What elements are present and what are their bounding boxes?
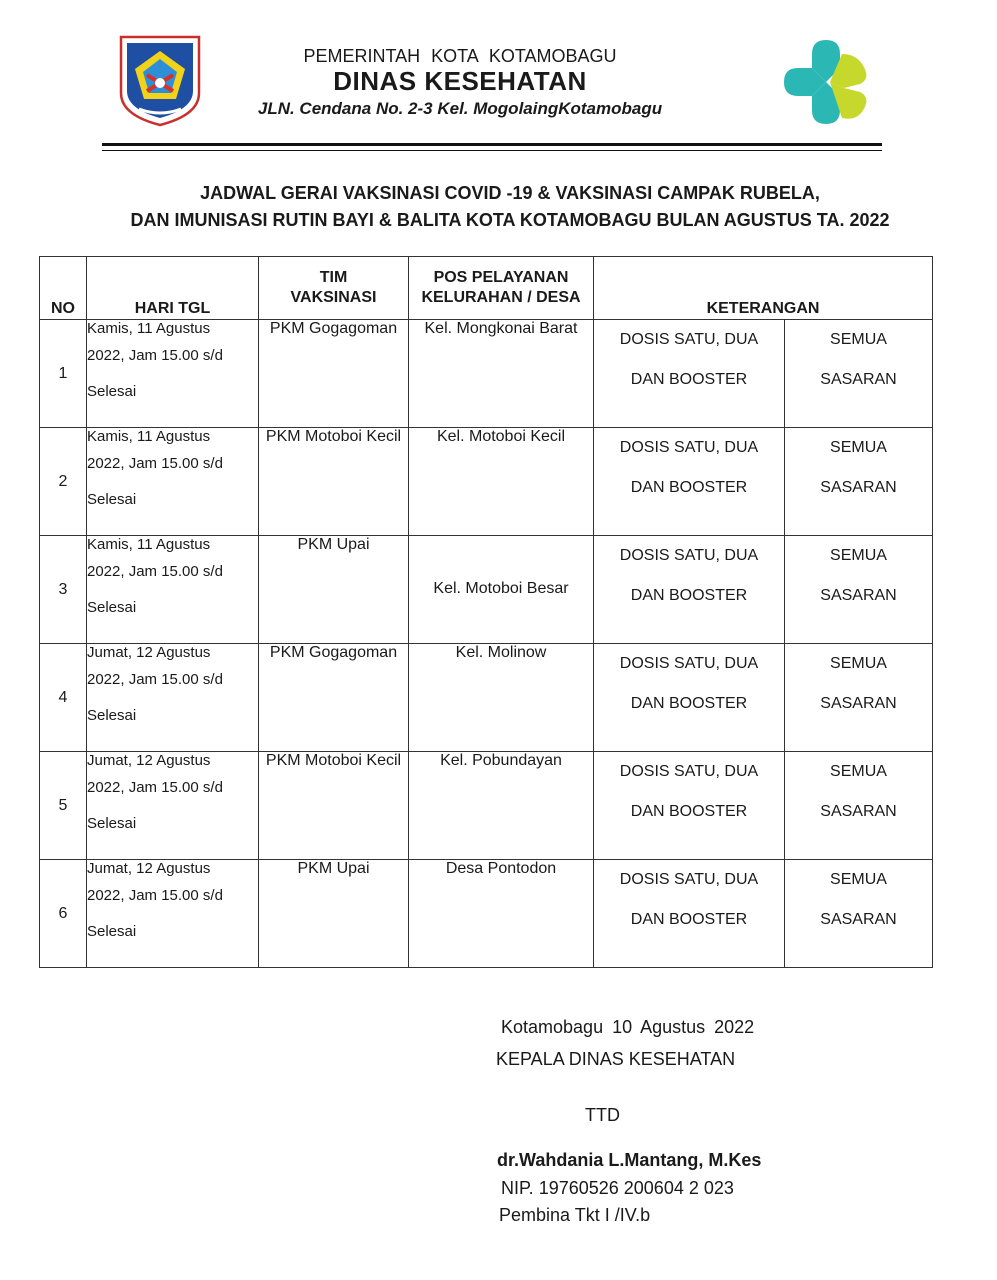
row-no: 5 xyxy=(40,752,87,860)
signatory-name: dr.Wahdania L.Mantang, M.Kes xyxy=(497,1150,762,1170)
header-keterangan: KETERANGAN xyxy=(594,257,933,320)
row-pos: Kel. Pobundayan xyxy=(409,752,594,860)
schedule-table xyxy=(39,256,933,968)
signature-ttd: TTD xyxy=(585,1105,620,1125)
row-hari-tgl: Kamis, 11 Agustus 2022, Jam 15.00 s/d Selesai xyxy=(87,428,259,536)
row-pos: Kel. Motoboi Kecil xyxy=(409,428,594,536)
header-rule-thick xyxy=(102,143,882,146)
row-no: 2 xyxy=(40,428,87,536)
row-sasaran: SEMUA SASARAN xyxy=(785,428,933,536)
row-tim: PKM Gogagoman xyxy=(259,644,409,752)
row-tim: PKM Motoboi Kecil xyxy=(259,428,409,536)
header-pos-pelayanan: POS PELAYANAN KELURAHAN / DESA xyxy=(409,257,594,320)
row-no: 4 xyxy=(40,644,87,752)
row-dosis: DOSIS SATU, DUA DAN BOOSTER xyxy=(594,320,785,428)
row-dosis: DOSIS SATU, DUA DAN BOOSTER xyxy=(594,860,785,968)
table-row xyxy=(40,752,933,860)
row-hari-tgl: Jumat, 12 Agustus 2022, Jam 15.00 s/d Selesai xyxy=(87,644,259,752)
row-dosis: DOSIS SATU, DUA DAN BOOSTER xyxy=(594,428,785,536)
row-dosis: DOSIS SATU, DUA DAN BOOSTER xyxy=(594,752,785,860)
row-dosis: DOSIS SATU, DUA DAN BOOSTER xyxy=(594,536,785,644)
row-pos: Kel. Molinow xyxy=(409,644,594,752)
row-sasaran: SEMUA SASARAN xyxy=(785,860,933,968)
agency-address: JLN. Cendana No. 2-3 Kel. MogolaingKotamobagu xyxy=(257,99,663,118)
document-title-line1: JADWAL GERAI VAKSINASI COVID -19 & VAKSINASI CAMPAK RUBELA, xyxy=(200,183,820,203)
signature-role: KEPALA DINAS KESEHATAN xyxy=(496,1049,736,1069)
row-pos: Kel. Mongkonai Barat xyxy=(409,320,594,428)
row-no: 3 xyxy=(40,536,87,644)
agency-name: DINAS KESEHATAN xyxy=(333,66,587,96)
document-title-line2: DAN IMUNISASI RUTIN BAYI & BALITA KOTA KOTAMOBAGU BULAN AGUSTUS TA. 2022 xyxy=(130,210,890,230)
row-hari-tgl: Jumat, 12 Agustus 2022, Jam 15.00 s/d Selesai xyxy=(87,752,259,860)
row-hari-tgl: Kamis, 11 Agustus 2022, Jam 15.00 s/d Selesai xyxy=(87,320,259,428)
row-sasaran: SEMUA SASARAN xyxy=(785,320,933,428)
header-hari-tgl: HARI TGL xyxy=(87,257,259,320)
table-row xyxy=(40,428,933,536)
row-tim: PKM Upai xyxy=(259,860,409,968)
header-tim-vaksinasi: TIM VAKSINASI xyxy=(259,257,409,320)
row-dosis: DOSIS SATU, DUA DAN BOOSTER xyxy=(594,644,785,752)
header-no: NO xyxy=(40,257,87,320)
row-sasaran: SEMUA SASARAN xyxy=(785,536,933,644)
row-no: 6 xyxy=(40,860,87,968)
table-row xyxy=(40,644,933,752)
row-tim: PKM Gogagoman xyxy=(259,320,409,428)
signature-place-date: Kotamobagu 10 Agustus 2022 xyxy=(501,1017,755,1037)
row-sasaran: SEMUA SASARAN xyxy=(785,752,933,860)
header-rule-thin xyxy=(102,150,882,151)
row-tim: PKM Upai xyxy=(259,536,409,644)
table-row xyxy=(40,536,933,644)
row-pos: Desa Pontodon xyxy=(409,860,594,968)
signatory-nip: NIP. 19760526 200604 2 023 xyxy=(501,1178,734,1198)
signatory-rank: Pembina Tkt I /IV.b xyxy=(499,1205,651,1225)
row-pos: Kel. Motoboi Besar xyxy=(409,536,594,644)
row-tim: PKM Motoboi Kecil xyxy=(259,752,409,860)
row-hari-tgl: Jumat, 12 Agustus 2022, Jam 15.00 s/d Selesai xyxy=(87,860,259,968)
ministry-health-logo xyxy=(780,36,872,128)
table-row xyxy=(40,320,933,428)
row-sasaran: SEMUA SASARAN xyxy=(785,644,933,752)
government-name: PEMERINTAH KOTA KOTAMOBAGU xyxy=(303,46,617,66)
row-hari-tgl: Kamis, 11 Agustus 2022, Jam 15.00 s/d Selesai xyxy=(87,536,259,644)
row-no: 1 xyxy=(40,320,87,428)
table-header-row xyxy=(40,257,933,320)
table-row xyxy=(40,860,933,968)
